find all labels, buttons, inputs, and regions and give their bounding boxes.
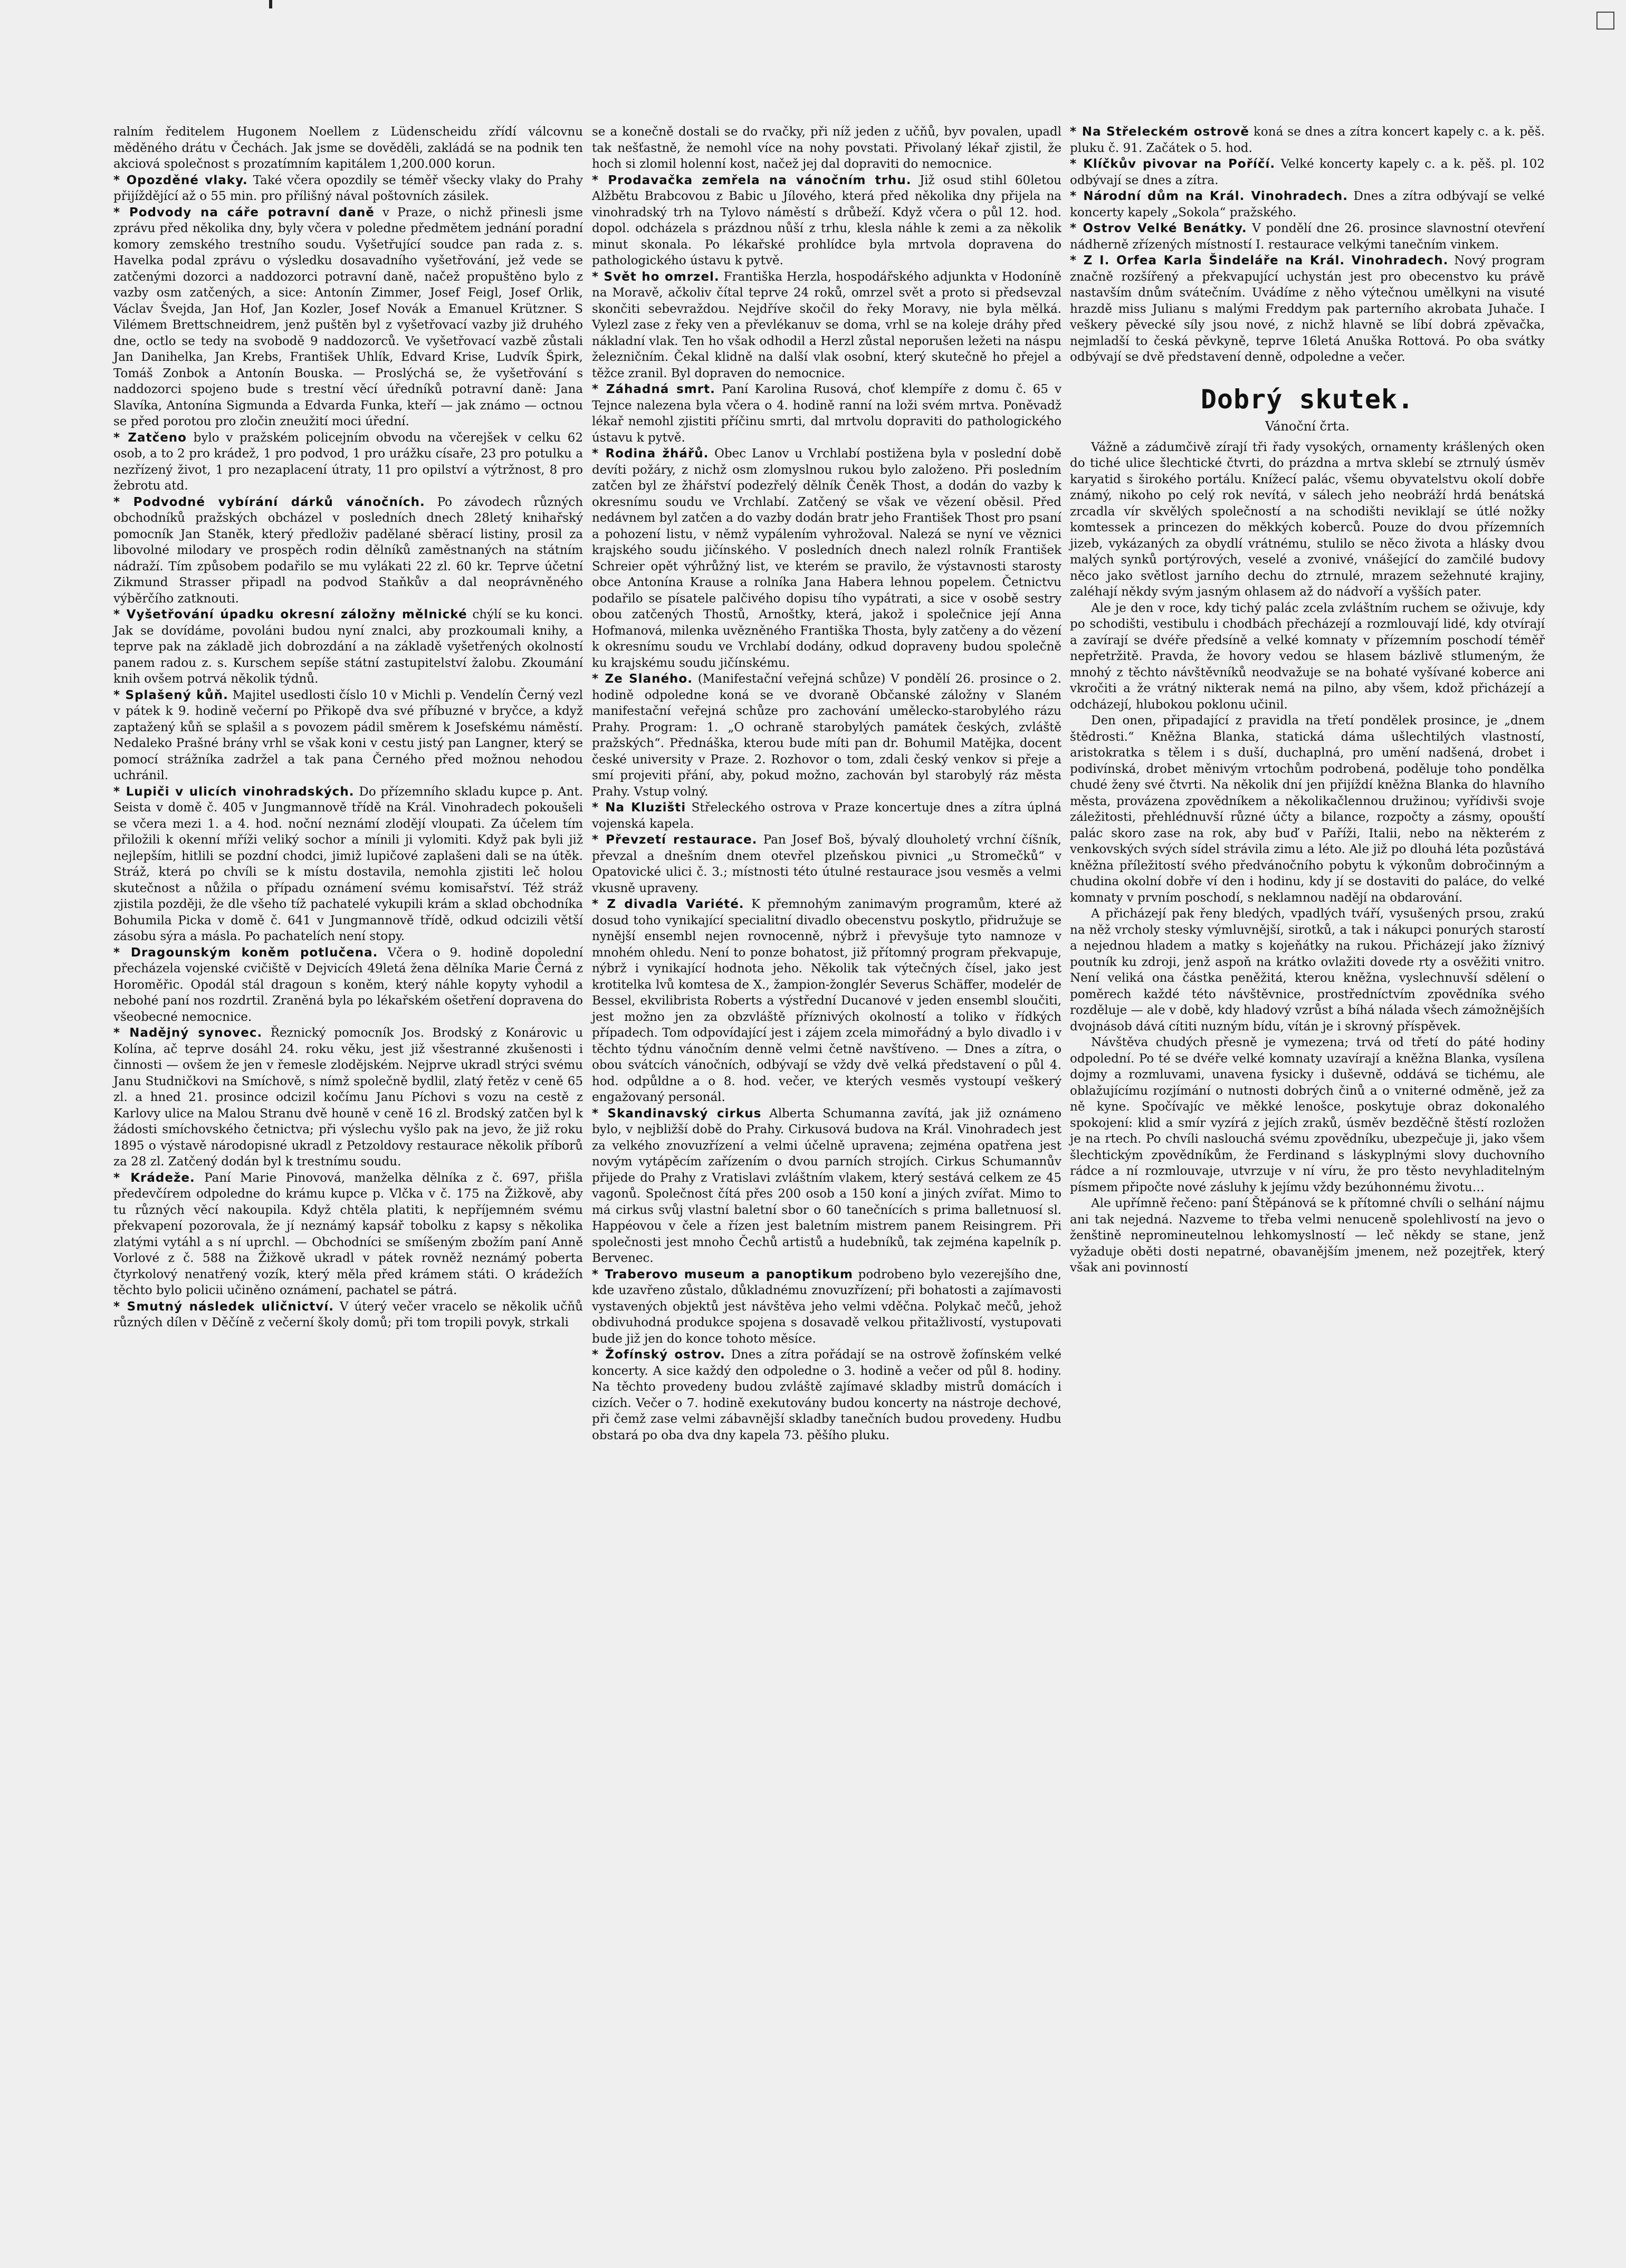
print-mark — [269, 0, 272, 8]
news-item-body: ralním ředitelem Hugonem Noellem z Lüdenscheidu zřídí válcovnu měděného drátu v Čechách. Jak jsme se dověděli, zakládá se na podnik ten akciová společnost s prozatímním kapitálem 1,200.000 korun. — [113, 125, 583, 171]
news-item-body: V pondělí dne 26. prosince slavnostní otevření nádherně zřízených místností I. restaurace velkými tanečním vinkem. — [1070, 222, 1545, 252]
news-item — [592, 671, 1061, 800]
news-item — [1070, 221, 1545, 253]
column-left — [113, 124, 583, 1331]
news-item — [113, 205, 583, 430]
news-item — [113, 1299, 583, 1331]
news-item-headline: * Svět ho omrzel. — [592, 270, 720, 284]
news-item-body: Dnes a zítra odbývají se velké koncerty kapely „Sokola“ pražského. — [1070, 189, 1545, 219]
news-item-body: Alberta Schumanna zavítá, jak již oznámeno bylo, v nejbližší době do Prahy. Cirkusová budova na Král. Vinohradech jest za velkého znovuzřízení a velmi účelně upravena; zejména opatřena jest novým vytápěcím zařízením o dvou parních strojích. Cirkus Schumannův přijede do Prahy z Vratislavi zvláštním vlakem, který sestává celkem ze 45 vagonů. Společnost čítá přes 200 osob a 150 koní a jiných zvířat. Mimo to má cirkus svůj vlastní baletní sbor o 60 tanečnících s prima balletnuosí sl. Happéovou v čele a řízen jest baletním mistrem panem Reisingrem. Při společnosti jest mnoho Čechů artistů a hudebníků, tak zejména kapelník p. Bervenec. — [592, 1106, 1061, 1265]
news-item-headline: * Opozděné vlaky. — [113, 173, 248, 187]
news-item — [113, 607, 583, 687]
news-item-headline: * Krádeže. — [113, 1171, 195, 1185]
news-item-headline: * Žofínský ostrov. — [592, 1348, 725, 1362]
news-item-body: Do přízemního skladu kupce p. Ant. Seista v domě č. 405 v Jungmannově třídě na Král. Vinohradech pokoušeli se včera mezi 1. a 4. hod. noční neznámí zlodějí vloupati. Za účelem tím přiložili k okenní mříži veliký sochor a mínili ji vylomiti. Když pak byli již nejlepším, hitlili se pozdní chodci, jimiž lupičové zaplašeni dali se na útěk. Stráž, která po chvíli se k místu dostavila, nemohla zjistiti leč holou skutečnost a nůžila o případu oznámení svému komisařství. Též stráž zjistila později, že dle všeho tíž pachatelé vykupili krám a sklad obchodníka Bohumila Picka v domě č. 641 v Jungmannově třídě, odkud odcizili větší zásobu sýra a másla. Po pachatelích není stopy. — [113, 784, 584, 943]
news-item — [1070, 156, 1545, 188]
feature-paragraph: Ale upřímně řečeno: paní Štěpánová se k přítomné chvíli o selhání nájmu ani tak nejedná. Nazveme to třeba velmi nenuceně spolehlivostí na jevo o ženštině nepromineutelnou lehkomyslností — leč někdy se stane, jenž vyžaduje oběti dosti nepatrné, obavanějším jmenem, než pozejtřek, který však ani povinností — [1070, 1197, 1545, 1275]
news-item — [592, 1106, 1061, 1267]
news-item — [113, 124, 583, 173]
news-item-headline: * Na Střeleckém ostrově — [1070, 125, 1249, 139]
news-item-headline: * Zatčeno — [113, 430, 187, 445]
news-item-body: bylo v pražském policejním obvodu na včerejšek v celku 62 osob, a to 2 pro krádež, 1 pro podvod, 1 pro urážku císaře, 23 pro potulku a nezřízený život, 1 pro nezaplacení útraty, 11 pro opilství a výtržnost, 8 pro žebrotu atd. — [113, 430, 584, 493]
news-item-body: V úterý večer vracelo se několik učňů různých dílen v Děčíně z večerní školy domů; při tom tropili povyk, strkali — [113, 1299, 583, 1329]
news-item-headline: * Ostrov Velké Benátky. — [1070, 222, 1247, 235]
news-item — [113, 173, 583, 205]
news-item-headline: * Prodavačka zemřela na vánočním trhu. — [592, 173, 912, 187]
news-item-body: podrobeno bylo vezerejšího dne, kde uzavřeno zůstalo, důkladnému znovuzřízení; při bohatosti a zajímavosti vystavených objektů jest návštěva jeho velmi vděčna. Polykač mečů, jehož obdivuhodná produkce spojena s dosavadě velkou přitažlivostí, vystupovati bude již jen do konce tohoto měsíce. — [592, 1267, 1061, 1346]
news-item-headline: * Z divadla Variété. — [592, 897, 744, 911]
news-item-headline: * Na Kluzišti — [592, 801, 686, 815]
news-item — [592, 124, 1061, 173]
feature-body — [1070, 439, 1545, 1276]
news-item-headline: * Z I. Orfea Karla Šindeláře na Král. Vinohradech. — [1070, 254, 1449, 267]
news-item-headline: * Smutný následek uličnictví. — [113, 1299, 334, 1314]
feature-paragraph: A přicházejí pak řeny bledých, vpadlých tváří, vysušených prsou, zrakú na něž vrcholy stesky výmluvnější, sirotků, a tak i nákupci ponurých starostí a nejednou hladem a matky s kojeňátky na rukou. Přicházejí jako žíznivý poutník ku zdroji, jenž aspoň na krátko ovlažiti dovede rty a osvěžiti vnitro. Není veliká ona částka peněžitá, kterou kněžna, vyslechnuvší sdělení o poměrech každé této návštěvnice, prostředníctvím zpovědníka svého rozděluje — ale v době, kdy hladový vzrůst a bíhá nálada všech zámožnějších dvojnásob dává cítiti nuzným bídu, vítán je i skrovný příspěvek. — [1070, 907, 1545, 1033]
news-item — [113, 494, 583, 607]
news-item — [592, 1267, 1061, 1347]
feature-paragraph: Návštěva chudých přesně je vymezena; trvá od třetí do páté hodiny odpolední. Po té se dvéře velké komnaty uzavírají a kněžna Blanka, vysílena dojmy a rozmluvami, unavena fysicky i duševně, oddává se tichému, ale oblažujícímu rozjímání o nutnosti dobrých činů a o vniterné odměně, jež za ně kyne. Spočívajíc ve měkké lenošce, poskytuje obraz dokonalého spokojení: klid a smír vyzírá z jejích zraků, úsměv bezděčně štěstí rozložen je na rtech. Po chvíli naslouchá svému zpovědníku, ubezpečuje ji, jako všem šlechtickým zpovědníkům, že Ferdinand s láskyplnými slovy duchovního rádce a ní rozmlouvaje, utvrzuje v ní víru, že pro těsto nevyhladitelným písmem připočte nové zásluhy k jejímu vždy bezúhonnému životu… — [1070, 1036, 1545, 1194]
feature-paragraph: Ale je den v roce, kdy tichý palác zcela zvláštním ruchem se oživuje, kdy po schodišti, vestibulu i chodbách přecházejí a rozmlouvají lidé, kdy otvírají a zavírají se dvéře předsíně a velké komnaty v přízemním poschodí téměř nepřetržitě. Pravda, že hovory vedou se hlasem bázlivě stlumeným, že mnohý z těchto návštěvníků neodvažuje se na bohaté vyšívané koberce ani vkročiti a že vrátný nikterak nemá na pilno, aby všem, kdož přicházejí a odcházejí, hlubokou poklonu učinil. — [1070, 601, 1545, 712]
feature-paragraph: Den onen, připadající z pravidla na třetí pondělek prosince, je „dnem štědrosti.“ Kněžna Blanka, statická dáma ušlechtilých vlastností, aristokratka s tělem i s duší, duchaplná, pro umění nadšená, drobet i podivínská, drobet měnivým vrtochům podrobená, poděluje toho pondělka chudé ženy své čtvrti. Na několik dní jen přijíždí kněžna Blanka do hlavního města, provázena zpovědníkem a několikačlennou družinou; vyřídivši svoje záležitosti, přehlédnuvší různé účty a bilance, rozpočty a zásmy, opouští palác skoro zase na rok, aby buď v Paříži, Italii, nebo na některém z venkovských svých sídel strávila zimu a léto. Ale již po dlouhá léta pozůstává kněžna příležitostí svého předvánočního pobytu k výkonům dobročinným a chudina okolní dobře ví den i hodinu, kdy jí se dostaviti do paláce, do velké komnaty v prvním poschodí, s neklamnou nadějí na obdarování. — [1070, 714, 1545, 905]
news-item-body: koná se dnes a zítra koncert kapely c. a k. pěš. pluku č. 91. Začátek o 5. hod. — [1070, 125, 1545, 155]
news-item-body: Nový program značně rozšířený a překvapující uchystán jest pro obecenstvo ku právě nastavším dnům svátečním. Uvádíme z něho výtečnou umělkyni na visuté hrazdě miss Julianu s malými Freddym pak parterního akrobata Juhače. I veškery pěvecké síly jsou nové, z nichž hlavně se líbí dobrá zpěvačka, nejmladší to česká pěvkyně, teprve 16letá Anuška Rottová. Po oba svátky odbývají se dvě představení denně, odpoledne a večer. — [1070, 254, 1545, 364]
feature-subtitle: Vánoční črta. — [1265, 418, 1350, 434]
news-item-headline: * Národní dům na Král. Vinohradech. — [1070, 189, 1348, 203]
news-item — [592, 832, 1061, 896]
news-item-headline: * Vyšetřování úpadku okresní záložny mělnické — [113, 608, 467, 621]
news-item-headline: * Rodina žhářů. — [592, 447, 709, 461]
news-item — [113, 1170, 583, 1299]
news-item-body: Dnes a zítra pořádají se na ostrově žofínském velké koncerty. A sice každý den odpoledne o 3. hodině a večer od půl 8. hodiny. Na těchto provedeny budou zvláště zajímavé skladby mistrů domácích i cizích. Večer o 7. hodině exekutovány budou koncerty na nástroje dechové, při čemž zase velmi zábavnější skladby tanečních budou provedeny. Hudbu obstará po oba dva dny kapela 73. pěšího pluku. — [592, 1348, 1062, 1442]
news-item-headline: * Podvodné vybírání dárků vánočních. — [113, 495, 425, 509]
news-item-body: Majitel usedlosti číslo 10 v Michli p. Vendelín Černý vezl v pátek k 9. hodině večerní po Přikopě dva své příbuzné v bryčce, a když zaptažený kůň se splašil a s povozem pádil směrem k Josefskému náměstí. Nedaleko Prašné brány vrhl se však koni v cestu jistý pan Langner, který se pomocí strážníka zadržel a tak pana Černého před možnou nehodou uchránil. — [113, 688, 583, 782]
news-item-body: Paní Karolina Rusová, choť klempíře z domu č. 65 v Tejnce nalezena byla včera o 4. hodině ranní na loži svém mrtva. Poněvadž lékař nemohl zjistiti příčinu smrti, dal mrtvolu dopraviti do pathologického ústavu k pytvě. — [592, 382, 1062, 445]
news-item — [1070, 253, 1545, 366]
news-item — [592, 173, 1061, 269]
news-item — [592, 800, 1061, 832]
news-item-body: Františka Herzla, hospodářského adjunkta v Hodoníně na Moravě, ačkoliv čítal teprve 24 roků, omrzel svět a proto si předsevzal skončiti sebevraždou. Nejdříve skočil do řeky Moravy, nie byla mělká. Vylezl zase z řeky ven a převlékanuv se doma, vrhl se na koleje dráhy před nákladní vlak. Ten ho však odhodil a Herzl zůstal neporušen ležeti na náspu železničním. Čekal klidně na další vlak osobní, který skutečně ho přejel a těžce zranil. Byl dopraven do nemocnice. — [592, 270, 1062, 380]
news-item — [592, 896, 1061, 1106]
news-item-headline: * Skandinavský cirkus — [592, 1106, 762, 1121]
column-right-news — [1070, 124, 1545, 366]
news-item-body: Také včera opozdily se téměř všecky vlaky do Prahy přijíždějící až o 55 min. pro přílišný nával poštovních zásilek. — [113, 173, 583, 203]
feature-paragraph: Vážně a zádumčivě zírají tři řady vysokých, ornamenty krášlených oken do tiché ulice šlechtické čtvrti, do prázdna a mrtva sklebí se ztrnulý úsměv karyatid s širokého portálu. Knížecí palác, všemu obyvatelstvu okolí dobře známý, nikoho po celý rok nevítá, v sálech jeho neobráží hrdá benátská zrcadla vír skvělých společností a na schodišti neviklají se útlé nožky komtessek a princezen do měkkých koberců. Pouze do dvou přízemních jizeb, vykázaných za obydlí vrátnému, stulilo se něco života a hlásky dvou malých synků portýrových, veselé a zvonivé, vnášející do zamčilé budovy něco jako světlost jarního dechu do ztrnulé, mrazem sežehnuté krajiny, zaléhají někdy svým jasným ohlasem až do nádvoří a vyšších pater. — [1070, 440, 1545, 599]
news-item — [1070, 124, 1545, 156]
news-item-headline: * Podvody na cáře potravní daně — [113, 205, 375, 219]
news-item — [113, 784, 583, 945]
news-item — [113, 430, 583, 494]
news-item-body: Po závodech různých obchodníků pražských obcházel v posledních dnech 28letý knihařský pomocník Jan Staněk, který předloživ padělané sběrací listiny, prosil za libovolné milodary ve prospěch rodin dělníků zaměstnaných na státním nádraží. Tím způsobem podařilo se mu vylákati 22 zl. 60 kr. Teprve účetní Zikmund Strasser připadl na podvod Staňkův a dal neoprávněného výběrčího zatknouti. — [113, 495, 584, 606]
news-item-headline: * Ze Slaného. — [592, 672, 693, 686]
news-item — [592, 1347, 1061, 1443]
corner-registration-mark — [1596, 12, 1614, 30]
column-right — [1070, 124, 1545, 1276]
news-item-body: Paní Marie Pinovová, manželka dělníka z č. 697, přišla předevčírem odpoledne do krámu kupce p. Vlčka v č. 175 na Žižkově, aby tu různých věcí nakoupila. Když chtěla platiti, k nepříjemném svému překvapení pozorovala, že jí neznámý kapsář tobolku z kapsy s několika zlatými vytáhl a s ní uprchl. — Obchodníci se smíšeným zbožím paní Anně Vorlové z č. 588 na Žižkově ukradl v pátek rovněž neznámý pobertа čtyrkolový nenatřený vozík, který měla před krámem státi. O krádežích těchto bylo policii učiněno oznámení, pachatel se pátrá. — [113, 1171, 584, 1297]
column-middle — [592, 124, 1061, 1443]
news-item-body: Obec Lanov u Vrchlabí postižena byla v poslední době devíti požáry, z nichž osm zlomyslnou rukou bylo založeno. Při posledním zatčen byl ze žhářství podezřelý dělník Čeněk Thost, a dodán do vazby k okresnímu soudu ve Vrchlabí. Zatčený se však ve vězení oběsil. Před nedávnem byl zatčen a do vazby dodán bratr jeho František Thost pro psaní a pohození listu, v němž vypálením vyhrožoval. Nalezá se nyní ve věznici krajského soudu jičínského. V posledních dnech nalezl rolník František Schreier opět výhrůžný list, ve kterém se pravilo, že výstavnosti starosty obce Antonína Krause a rolníka Jana Habera lehnou popelem. Četnictvu podařilo se písatele palčivého dopisu tího vypátrati, a sice v osobě sestry obou zatčených Thostů, Arnoštky, která, jakož i společnice její Anna Hofmanová, milenka uvězněného Františka Thosta, byly zatčeny a do vězení k okresnímu soudu ve Vrchlabí dodány, odkud dopraveny budou společně ku krajskému soudu jičínskému. — [592, 447, 1061, 670]
news-item-body: Střeleckého ostrova v Praze koncertuje dnes a zítra úplná vojenská kapela. — [592, 801, 1061, 831]
news-item — [592, 446, 1061, 671]
news-item — [592, 381, 1061, 446]
news-item-headline: * Záhadná smrt. — [592, 382, 715, 396]
news-item-body: Včera o 9. hodině dopolední přecházela vojenské cvičiště v Dejvicích 49letá žena dělníka Marie Černá z Horoměřic. Opodál stál dragoun s koněm, který náhle kopyty vyhodil a nebohé paní nos rozdrtil. Zraněná byla po lékařském ošetření dopravena do všeobecné nemocnice. — [113, 945, 584, 1024]
news-item-body: Pan Josef Boš, bývalý dlouholetý vrchní číšník, převzal a dnešním dnem otevřel plzeňskou pivnici „u Stromečků“ v Opatovické ulici č. 3.; místnosti této útulné restaurace jsou vesměs a velmi vkusně upraveny. — [592, 833, 1061, 895]
feature-title: Dobrý skutek. — [1200, 384, 1414, 415]
news-item — [1070, 188, 1545, 221]
news-item-body: chýlí se ku konci. Jak se dovídáme, povoláni budou nyní znalci, aby prozkoumali knihy, a teprve pak na základě jich dobrozdání a na základě vyšetřených okolností panem radou z. s. Kurschem sepíše státní zastupitelství žalobu. Zkoumání knih ovšem potrvá několik týdnů. — [113, 608, 584, 686]
news-item-body: (Manifestační veřejná schůze) V pondělí 26. prosince o 2. hodině odpoledne koná se ve dvoraně Občanské záložny v Slaném manifestační veřejná schůze pro zachování umělecko-starobylého rázu Prahy. Program: 1. „O ochraně starobylých památek českých, zvláště pražských“. Přednáška, kterou bude mítі pan dr. Bohumil Matějka, docent české university v Praze. 2. Rozhovor o tom, zdali český venkov si přeje a smí projeviti přání, aby, pokud možno, zachován byl starobylý ráz města Prahy. Vstup volný. — [592, 672, 1061, 799]
news-item-headline: * Nadějný synovec. — [113, 1026, 263, 1040]
news-item-headline: * Splašený kůň. — [113, 688, 228, 702]
news-item-headline: * Klíčkův pivovar na Poříčí. — [1070, 157, 1276, 171]
news-item — [113, 687, 583, 784]
news-item-headline: * Lupiči v ulicích vinohradských. — [113, 784, 355, 799]
news-item-headline: * Traberovo museum a panoptikum — [592, 1267, 854, 1281]
news-item-headline: * Dragounským koněm potlučena. — [113, 945, 378, 960]
news-item-body: se a konečně dostali se do rvačky, při níž jeden z učňů, byv povalen, upadl tak nešťastně, že nemohl více na nohy povstati. Přivolaný lékař zjistil, že hoch si zlomil holenní kost, načež jej dal dopraviti do nemocnice. — [592, 125, 1061, 171]
news-item — [592, 269, 1061, 382]
news-item — [113, 1025, 583, 1170]
news-item-body: v Praze, o nichž přinesli jsme zprávu před několika dny, byly včera v poledne předmětem jednání poradní komory zemského trestního soudu. Vyšetřující soudce pan rada z. s. Havelka podal zprávu o výsledku dosavadního vyšetřování, jež vede se zatčenými dozorci a naddozorci potravní daně, načež propuštěno bylo z vazby osm zatčených, a sice: Antonín Zimmer, Josef Feigl, Josef Orlik, Václav Švejda, Jan Hof, Jan Kozler, Josef Novák a Emanuel Krützner. S Vilémem Brettschneidrem, jenž puštěn byl z vyšetřovací vazby již druhého dne, octlo se tedy na svobodě 9 naddozorců. Ve vyšetřovací vazbě zůstali Jan Danihelka, Jan Krebs, František Uhlík, Edvard Krise, Ludvík Špirk, Tomáš Zonbok a Antonín Bouska. — Proslýchá se, že vyšetřování s naddozorci spojeno bude s trestní věcí úředníků potravní daně: Jana Slavíka, Antonína Sigmunda a Edvarda Funka, kteří — jak známo — octnou se před porotou pro zločin zneužití moci úřední. — [113, 205, 584, 428]
news-item-headline: * Převzetí restaurace. — [592, 833, 758, 847]
news-item — [113, 945, 583, 1026]
news-item-body: Již osud stihl 60letou Alžbětu Brabcovou z Babic u Jílového, která před několika dny přijela na vinohradský trh na Tylovo náměstí s drůbeží. Když včera o půl 12. hod. dopol. odcházela s prázdnou nůší z trhu, klesla náhle k zemi a za několik minut skonala. Po lékařské prohlídce byla mrtvola dopravena do pathologického ústavu k pytvě. — [592, 173, 1062, 267]
news-item-body: K přemnohým zanimavým programům, které až dosud toho vynikající specialitní divadlo obecenstvu poskytlo, přidružuje se nynější ensembl nejen rovnocenně, nýbrž i převyšuje tyto namnoze v mnohém ohledu. Není to ponze bohatost, již přítomný program překvapuje, nýbrž i vynikající hodnota jeho. Několik tak výtečných čísel, jako jest krotitelka lvů komtesa de X., žampion-žonglér Severus Schäffer, modelér de Bessel, ekvilibrista Roberts a výstřední Ducanové v jeden ensembl sloučiti, jest možno jen za obzvláště příznivých okolností a toliko v řídkých případech. Tom odpovídající jest i zájem zcela mimořádný a bylo divadlo i v těchto týdnu vánočním denně velmi četně navštíveno. — Dnes a zítra, o obou svátcích vánočních, odbývají se vždy dvě velká představení o půl 4. hod. odpůldne a o 8. hod. večer, ve kterých vesměs vystoupí veškerý engažovaný personál. — [592, 897, 1062, 1104]
news-item-body: Velké koncerty kapely c. a k. pěš. pl. 102 odbývají se dnes a zítra. — [1070, 157, 1545, 187]
news-item-body: Řeznický pomocník Jos. Brodský z Konárovic u Kolína, ač teprve dosáhl 24. roku věku, jest již všestranné zkušenosti i činnosti — ovšem že jen v řemesle zlodějském. Nejprve ukradl strýci svému Janu Studničkovi na Smíchově, s nímž společně bydlil, zlatý řetěz v ceně 65 zl. a hned 21. prosince odcizil kočímu Janu Píchovi s vozu na cestě z Karlovy ulice na Malou Stranu dvě houně v ceně 16 zl. Brodský zatčen byl k žádosti smíchovského četnictva; při výslechu vyšlo pak na jevo, že již roku 1895 o výstavě národopisné ukradl z Petzoldovy restaurace několik příborů za 28 zl. Zatčený dodán byl k trestnímu soudu. — [113, 1026, 584, 1169]
